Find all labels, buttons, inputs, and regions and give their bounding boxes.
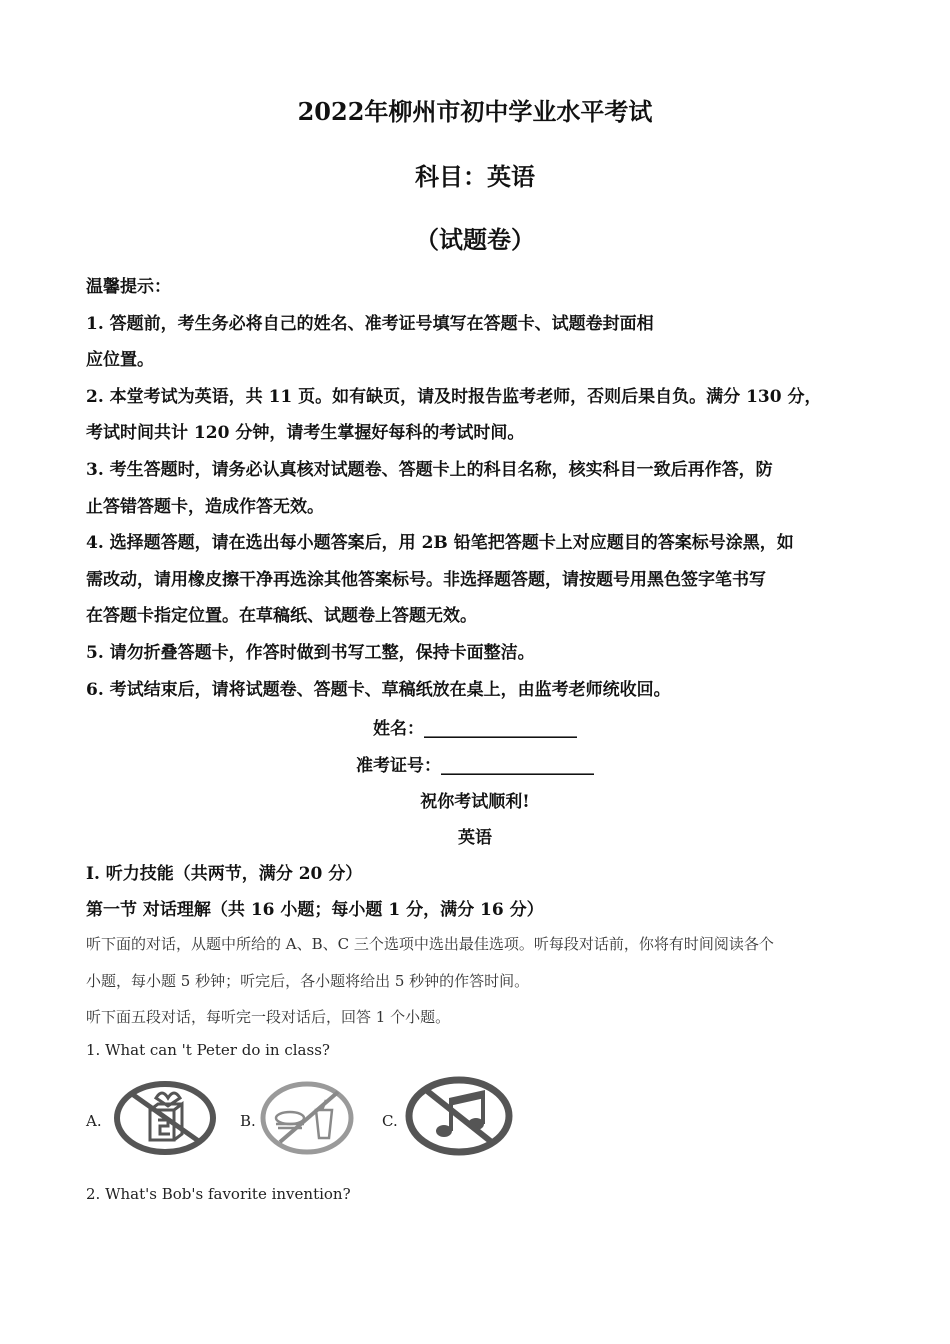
notice-line: 1. 答题前，考生务必将自己的姓名、准考证号填写在答题卡、试题卷封面相: [86, 313, 654, 334]
instruction-text: 听下面的对话，从题中所给的 A、B、C 三个选项中选出最佳选项。听每段对话前，你将有时间阅读各个: [86, 935, 774, 953]
notice-line: 在答题卡指定位置。在草稿纸、试题卷上答题无效。: [86, 606, 477, 627]
notice-line: 应位置。: [86, 350, 154, 371]
exam-number-field: 准考证号：__________________: [356, 756, 594, 776]
no-music-sign-icon: [404, 1076, 514, 1156]
good-luck-text: 祝你考试顺利!: [420, 792, 530, 812]
subject-title: 科目：英语: [415, 162, 535, 191]
question-2: 2. What's Bob's favorite invention?: [86, 1185, 351, 1203]
subject-label: 英语: [458, 828, 492, 848]
part-heading: I. 听力技能（共两节，满分 20 分）: [86, 864, 363, 884]
question-1: 1. What can 't Peter do in class?: [86, 1041, 330, 1059]
paper-type: （试题卷）: [415, 225, 535, 254]
section-heading: 第一节 对话理解（共 16 小题；每小题 1 分，满分 16 分）: [86, 900, 544, 920]
notice-line: 2. 本堂考试为英语，共 11 页。如有缺页，请及时报告监考老师，否则后果自负。满分 130 分，: [86, 386, 822, 407]
notice-line: 5. 请勿折叠答题卡，作答时做到书写工整，保持卡面整洁。: [86, 642, 535, 663]
instruction-text: 小题，每小题 5 秒钟；听完后，各小题将给出 5 秒钟的作答时间。: [86, 972, 530, 990]
no-toy-sign-icon: [112, 1080, 218, 1156]
notice-line: 需改动，请用橡皮擦干净再选涂其他答案标号。非选择题答题，请按题号用黑色签字笔书写: [86, 569, 766, 590]
notice-line: 止答错答题卡，造成作答无效。: [86, 496, 324, 517]
option-a-label: A.: [86, 1112, 102, 1130]
option-b-label: B.: [240, 1112, 256, 1130]
notice-line: 4. 选择题答题，请在选出每小题答案后，用 2B 铅笔把答题卡上对应题目的答案标号涂黑，如: [86, 533, 794, 554]
option-c-label: C.: [382, 1112, 398, 1130]
no-food-drink-sign-icon: [258, 1080, 356, 1156]
exam-title: 2022年柳州市初中学业水平考试: [297, 97, 653, 126]
notice-heading: 温馨提示：: [86, 277, 171, 297]
notice-line: 考试时间共计 120 分钟，请考生掌握好每科的考试时间。: [86, 423, 525, 444]
notice-line: 3. 考生答题时，请务必认真核对试题卷、答题卡上的科目名称，核实科目一致后再作答，防: [86, 459, 773, 480]
notice-block: [86, 276, 876, 715]
notice-line: 6. 考试结束后，请将试题卷、答题卡、草稿纸放在桌上，由监考老师统收回。: [86, 679, 671, 700]
name-field: 姓名：__________________: [373, 719, 577, 739]
instruction-text: 听下面五段对话，每听完一段对话后，回答 1 个小题。: [86, 1008, 451, 1026]
